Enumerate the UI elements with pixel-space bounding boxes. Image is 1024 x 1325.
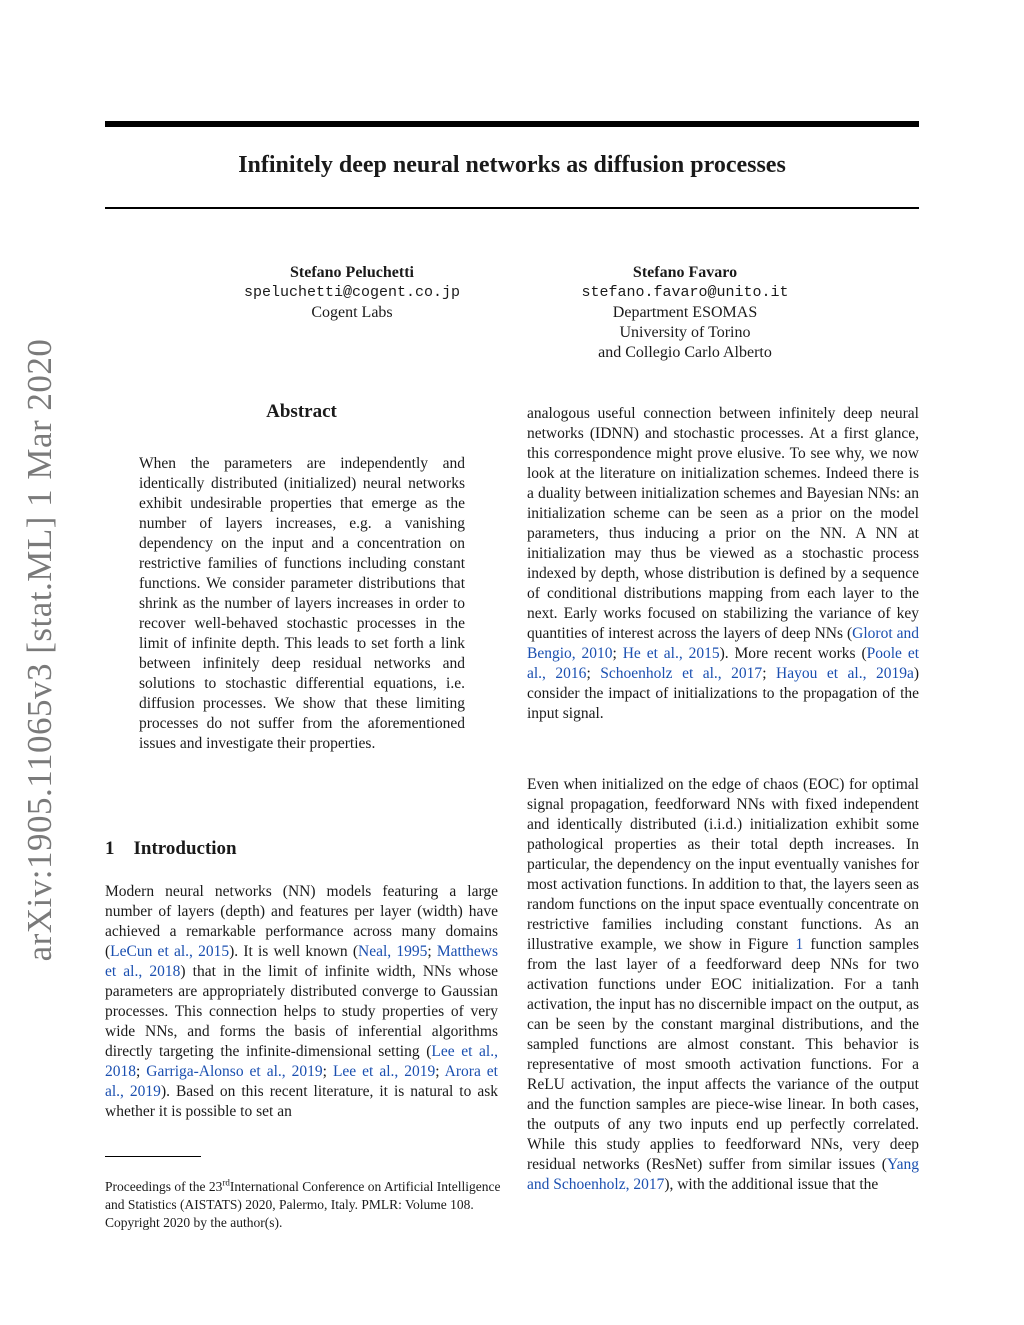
intro-paragraph-3	[527, 775, 919, 1195]
text-run: Modern neural networks (NN) models featuring a large number of layers (depth) and features per layer (width) have achieved a remarkable performance across many domains (	[105, 883, 498, 960]
citation-link[interactable]: Neal, 1995	[358, 943, 428, 960]
text-run: ;	[427, 943, 437, 960]
citation-link[interactable]: He et al., 2015	[622, 645, 720, 662]
text-run: ;	[136, 1063, 147, 1080]
figure-reference-link[interactable]: 1	[795, 936, 804, 953]
citation-link[interactable]: Arora et al., 2019	[105, 1063, 498, 1100]
text-run: ) that in the limit of infinite width, NNs whose parameters are appropriately distributed converge to Gaussian processes. This connection helps to study properties of very wide NNs, and forms the basis of inferential algorithms directly targeting the infinite-dimensional setting (	[105, 963, 498, 1060]
abstract-heading: Abstract	[266, 401, 337, 422]
citation-link[interactable]: Matthews et al., 2018	[105, 943, 498, 980]
author-affiliation: University of Torino	[619, 324, 751, 341]
text-run: ). Based on this recent literature, it is natural to ask whether it is possible to set an	[105, 1083, 499, 1120]
author-affiliation: Department ESOMAS	[612, 304, 758, 321]
author-email[interactable]: stefano.favaro@unito.it	[581, 284, 789, 301]
citation-link[interactable]: Schoenholz et al., 2017	[600, 665, 763, 682]
author-block-2	[535, 263, 835, 363]
author-email[interactable]: speluchetti@cogent.co.jp	[243, 284, 461, 301]
intro-paragraph-2	[527, 404, 919, 724]
author-affiliation: Cogent Labs	[311, 304, 393, 321]
text-run: Proceedings of the 23	[105, 1179, 223, 1194]
paper-title: Infinitely deep neural networks as diffusion processes	[238, 152, 786, 178]
arxiv-identifier: arXiv:1905.11065v3 [stat.ML] 1 Mar 2020	[20, 338, 59, 962]
text-run: ), with the additional issue that the	[664, 1176, 879, 1193]
intro-paragraph-1	[105, 882, 498, 1122]
citation-link[interactable]: Hayou et al., 2019a	[776, 665, 914, 682]
citation-link[interactable]: Glorot and Bengio, 2010	[527, 625, 919, 662]
text-run: International Conference on Artificial Intelligence and Statistics (AISTATS) 2020, Palermo, Italy. PMLR: Volume 108. Copyright 2020 by the author(s).	[105, 1179, 501, 1230]
text-run: ;	[435, 1063, 445, 1080]
footnote-rule	[105, 1156, 201, 1157]
footnote	[105, 1178, 505, 1232]
citation-link[interactable]: Yang and Schoenholz, 2017	[527, 1156, 919, 1193]
text-run: analogous useful connection between infinitely deep neural networks (IDNN) and stochastic processes. At a first glance, this correspondence might prove elusive. To see why, we now look at the literature on initialization schemes. Indeed there is a duality between initialization schemes and Bayesian NNs: an initialization scheme can be seen as a prior on the model parameters, thus inducing a prior on the NN. A NN at initialization may thus be viewed as a stochastic process indexed by depth, whose distribution is defined by a sequence of conditional distributions mapping from each layer to the next. Early works focused on stabilizing the variance of key quantities of interest across the layers of deep NNs (	[527, 405, 919, 642]
author-affiliation: and Collegio Carlo Alberto	[598, 344, 772, 361]
text-run: ;	[322, 1063, 333, 1080]
text-run: ;	[586, 665, 601, 682]
citation-link[interactable]: Lee et al., 2018	[105, 1043, 498, 1080]
text-run: ) consider the impact of initializations to the propagation of the input signal.	[527, 665, 919, 722]
citation-link[interactable]: Poole et al., 2016	[527, 645, 919, 682]
citation-link[interactable]: LeCun et al., 2015	[110, 943, 230, 960]
citation-link[interactable]: Garriga-Alonso et al., 2019	[146, 1063, 323, 1080]
author-name: Stefano Peluchetti	[290, 264, 414, 281]
title-top-rule	[105, 121, 919, 127]
section-heading-introduction: 1 Introduction	[105, 838, 237, 859]
abstract-text: When the parameters are independently and identically distributed (initialized) neural networks exhibit undesirable properties that emerge as the number of layers increases, e.g. a vanishing dependency on the input and a concentration on restrictive families of functions including constant functions. We consider parameter distributions that shrink as the number of layers increases in order to recover well-behaved stochastic processes in the limit of infinite depth. This leads to set forth a link between infinitely deep residual networks and solutions to stochastic differential equations, i.e. diffusion processes. We show that these limiting processes do not suffer from the aforementioned issues and investigate their properties.	[139, 455, 465, 752]
superscript: rd	[222, 1177, 230, 1188]
text-run: Even when initialized on the edge of chaos (EOC) for optimal signal propagation, feedforward NNs with fixed independent and identically distributed (i.i.d.) initialization exhibit some pathological properties as their total depth increases. In particular, the dependency on the input eventually vanishes for most activation functions. In addition to that, the layers seen as random functions on the input space eventually concentrate on restrictive families including constant functions. As an illustrative example, we show in Figure	[527, 776, 919, 953]
title-bottom-rule	[105, 207, 919, 209]
text-run: ;	[762, 665, 776, 682]
author-block-1	[202, 263, 502, 323]
text-run: function samples from the last layer of a feedforward deep NNs for two activation functions under EOC initialization. For a tanh activation, the input has no discernible impact on the output, as can be seen by the constant marginal distributions, and the sampled functions are almost constant. This behavior is representative of most smooth activation functions. For a ReLU activation, the input affects the variance of the output and the function samples are piece-wise linear. In both cases, the outputs of any two inputs end up perfectly correlated. While this study applies to feedforward NNs, very deep residual networks (ResNet) suffer from similar issues (	[527, 936, 919, 1173]
text-run: ). More recent works (	[719, 645, 867, 662]
text-run: ;	[612, 645, 623, 662]
text-run: ). It is well known (	[229, 943, 358, 960]
author-name: Stefano Favaro	[632, 264, 738, 281]
citation-link[interactable]: Lee et al., 2019	[332, 1063, 436, 1080]
